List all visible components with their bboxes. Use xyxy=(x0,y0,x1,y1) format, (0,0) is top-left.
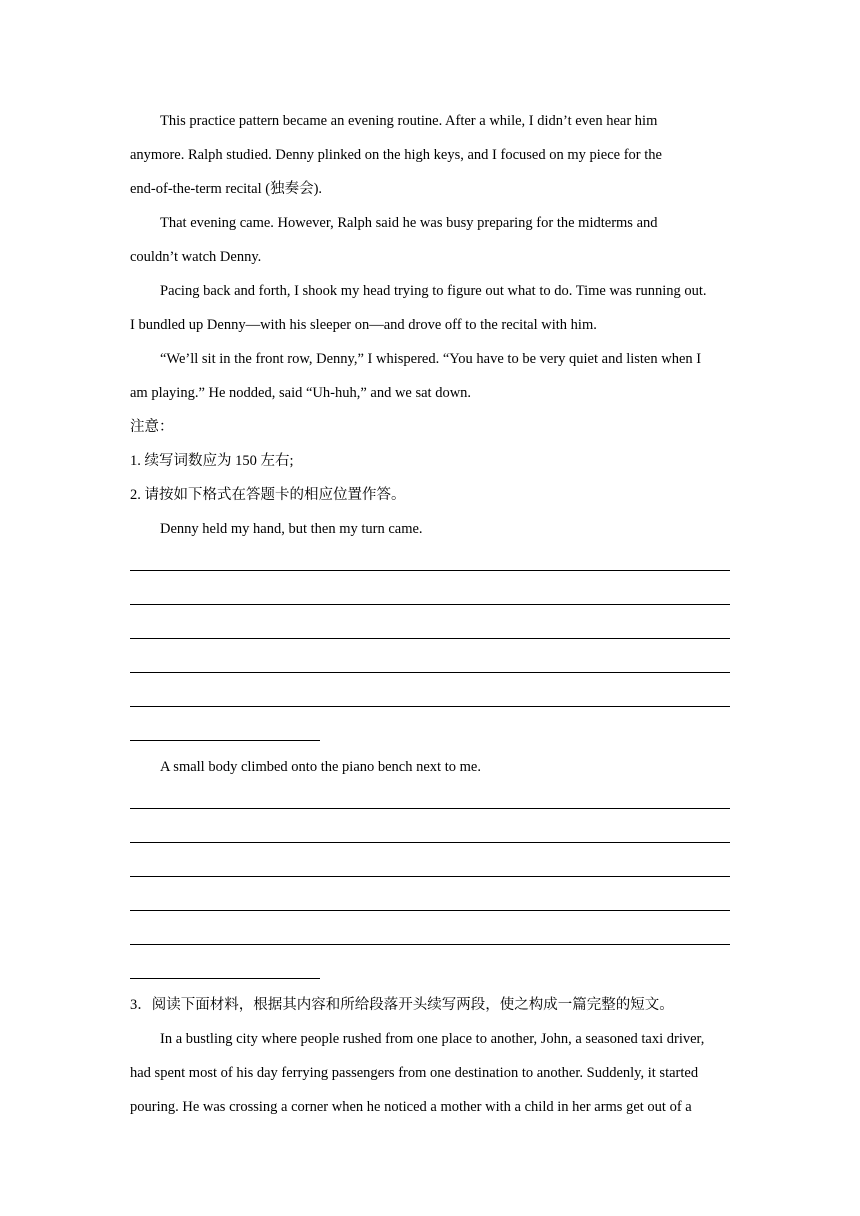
text-line: In a bustling city where people rushed from one place to another, John, a seasoned taxi driver, xyxy=(160,1031,705,1047)
notes-section xyxy=(130,410,730,512)
answer-line xyxy=(130,648,730,682)
question-3 xyxy=(130,988,730,1124)
text-line: am playing.” He nodded, said “Uh-huh,” and we sat down. xyxy=(130,385,472,401)
answer-line xyxy=(130,818,730,852)
answer-line xyxy=(130,546,730,580)
answer-line xyxy=(130,580,730,614)
answer-line xyxy=(130,614,730,648)
answer-line xyxy=(130,784,730,818)
answer-block-1 xyxy=(130,512,730,750)
story-paragraph xyxy=(130,274,730,342)
text-line: Pacing back and forth, I shook my head trying to figure out what to do. Time was running out. xyxy=(160,283,707,299)
story-paragraph xyxy=(130,206,730,274)
text-line: pouring. He was crossing a corner when he noticed a mother with a child in her arms get out of a xyxy=(130,1099,692,1115)
prompt-sentence: Denny held my hand, but then my turn came. xyxy=(160,521,423,537)
note-item: 2. 请按如下格式在答题卡的相应位置作答。 xyxy=(130,487,406,503)
answer-line xyxy=(130,886,730,920)
story-paragraph xyxy=(130,104,730,206)
answer-block-2 xyxy=(130,750,730,988)
question-instruction: 3．阅读下面材料，根据其内容和所给段落开头续写两段，使之构成一篇完整的短文。 xyxy=(130,997,674,1013)
answer-line-short xyxy=(130,954,730,988)
story-paragraph xyxy=(130,342,730,410)
text-line: This practice pattern became an evening routine. After a while, I didn’t even hear him xyxy=(160,113,658,129)
prompt-sentence: A small body climbed onto the piano bench next to me. xyxy=(160,759,481,775)
text-line: had spent most of his day ferrying passengers from one destination to another. Suddenly, it started xyxy=(130,1065,699,1081)
notes-heading: 注意： xyxy=(130,419,174,435)
document-page xyxy=(130,104,730,1124)
answer-line xyxy=(130,682,730,716)
text-line: couldn’t watch Denny. xyxy=(130,249,262,265)
note-item: 1. 续写词数应为 150 左右; xyxy=(130,453,294,469)
text-line: “We’ll sit in the front row, Denny,” I whispered. “You have to be very quiet and listen when I xyxy=(160,351,702,367)
text-line: end-of-the-term recital (独奏会). xyxy=(130,181,323,197)
text-line: I bundled up Denny—with his sleeper on—and drove off to the recital with him. xyxy=(130,317,597,333)
text-line: That evening came. However, Ralph said he was busy preparing for the midterms and xyxy=(160,215,658,231)
answer-line-short xyxy=(130,716,730,750)
text-line: anymore. Ralph studied. Denny plinked on the high keys, and I focused on my piece for the xyxy=(130,147,662,163)
answer-line xyxy=(130,920,730,954)
answer-line xyxy=(130,852,730,886)
